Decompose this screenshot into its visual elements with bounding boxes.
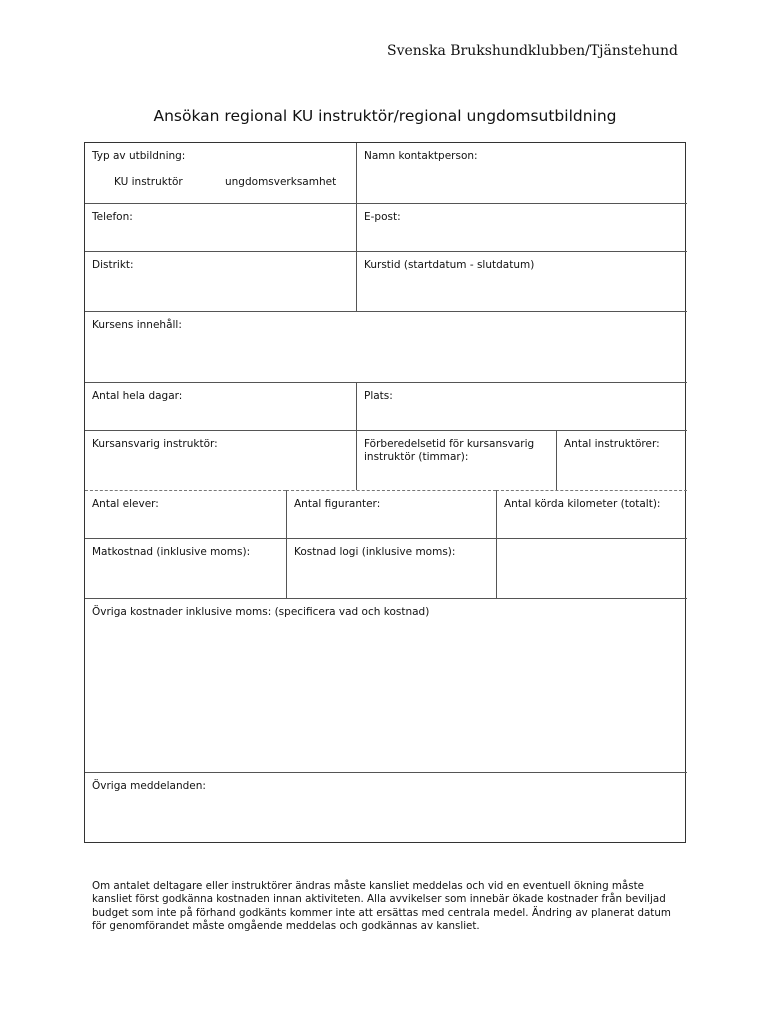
field-forberedelsetid[interactable] (356, 430, 556, 490)
field-kursansvarig-instruktor[interactable] (85, 430, 356, 490)
field-namn-kontaktperson[interactable] (356, 143, 687, 203)
option-ungdomsverksamhet[interactable]: ungdomsverksamhet (225, 176, 337, 188)
option-ku-instruktor[interactable]: KU instruktör (114, 176, 183, 188)
label-kurstid: Kurstid (startdatum - slutdatum) (364, 259, 535, 271)
label-kursansvarig-instruktor: Kursansvarig instruktör: (92, 438, 218, 450)
field-empty-row8[interactable] (496, 538, 687, 598)
label-ovriga-meddelanden: Övriga meddelanden: (92, 780, 206, 792)
label-ovriga-kostnader: Övriga kostnader inklusive moms: (specificera vad och kostnad) (92, 606, 430, 618)
field-antal-instruktorer[interactable] (556, 430, 687, 490)
field-kurstid[interactable] (356, 251, 687, 311)
field-ovriga-meddelanden[interactable] (85, 772, 687, 842)
label-antal-elever: Antal elever: (92, 498, 159, 510)
label-forberedelsetid: Förberedelsetid för kursansvarig instruktör (timmar): (364, 438, 535, 463)
label-telefon: Telefon: (92, 211, 133, 223)
field-distrikt[interactable] (85, 251, 356, 311)
field-antal-figuranter[interactable] (286, 490, 496, 538)
organization-header: Svenska Brukshundklubben/Tjänstehund (386, 43, 678, 59)
label-antal-instruktorer: Antal instruktörer: (564, 438, 660, 450)
field-telefon[interactable] (85, 203, 356, 251)
footer-note: Om antalet deltagare eller instruktörer ändras måste kansliet meddelas och vid en eventuell ökning måste kansliet först godkänna kostnaden innan aktiviteten. Alla avvikelser som innebär ökade kostnader från beviljad budget som inte på förhand godkänts kommer inte att ersättas med centrala medel. Ändring av planerat datum för genomförandet måste omgående meddelas och godkännas av kansliet. (92, 880, 671, 933)
label-distrikt: Distrikt: (92, 259, 134, 271)
label-antal-figuranter: Antal figuranter: (294, 498, 381, 510)
document-title: Ansökan regional KU instruktör/regional ungdomsutbildning (153, 107, 617, 125)
label-kostnad-logi: Kostnad logi (inklusive moms): (294, 546, 456, 558)
field-kursens-innehall[interactable] (85, 311, 687, 382)
label-kursens-innehall: Kursens innehåll: (92, 319, 182, 331)
label-antal-kilometer: Antal körda kilometer (totalt): (504, 498, 661, 510)
label-plats: Plats: (364, 390, 393, 402)
label-namn-kontaktperson: Namn kontaktperson: (364, 150, 478, 162)
label-matkostnad: Matkostnad (inklusive moms): (92, 546, 251, 558)
label-typ-av-utbildning: Typ av utbildning: (92, 150, 186, 162)
field-plats[interactable] (356, 382, 687, 430)
application-form (84, 142, 686, 843)
label-epost: E-post: (364, 211, 401, 223)
field-antal-kilometer[interactable] (496, 490, 687, 538)
field-ovriga-kostnader[interactable] (85, 598, 687, 772)
label-antal-hela-dagar: Antal hela dagar: (92, 390, 183, 402)
field-epost[interactable] (356, 203, 687, 251)
field-antal-hela-dagar[interactable] (85, 382, 356, 430)
field-antal-elever[interactable] (85, 490, 286, 538)
field-typ-av-utbildning[interactable] (85, 143, 356, 203)
field-matkostnad[interactable] (85, 538, 286, 598)
field-kostnad-logi[interactable] (286, 538, 496, 598)
